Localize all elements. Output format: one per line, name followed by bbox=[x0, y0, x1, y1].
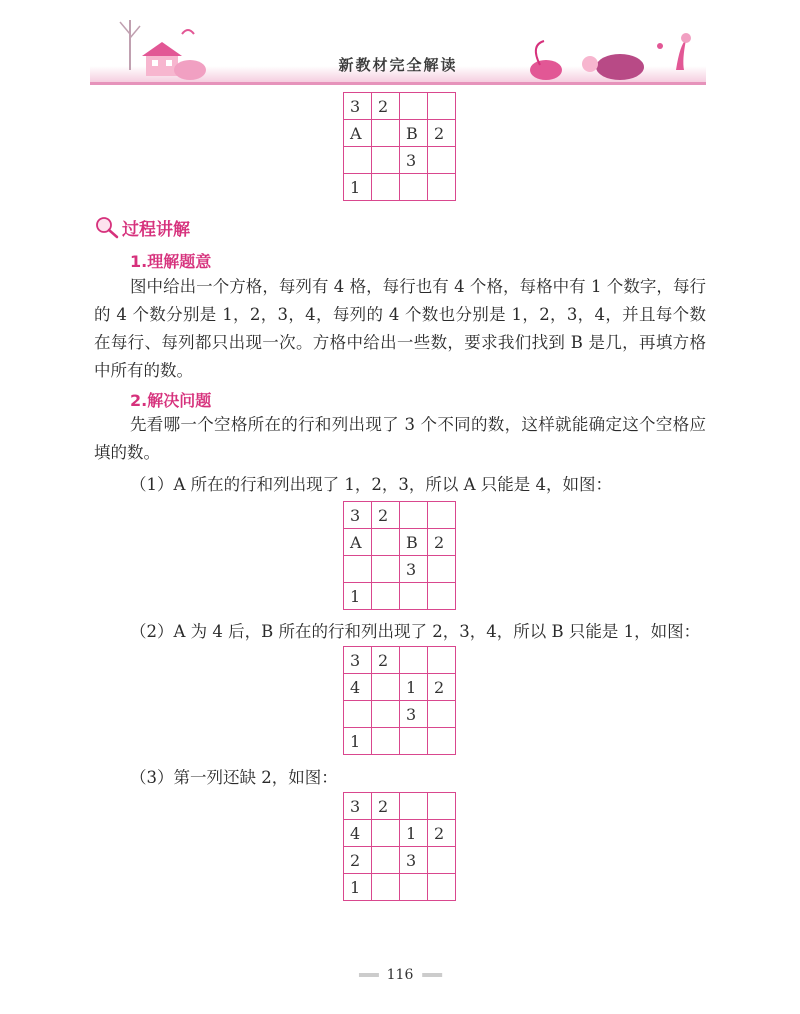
grid-row bbox=[344, 647, 456, 674]
grid-cell: 1 bbox=[344, 174, 372, 201]
grid-row bbox=[344, 874, 456, 901]
grid-cell bbox=[372, 847, 400, 874]
grid-row bbox=[344, 93, 456, 120]
grid-cell: 2 bbox=[428, 529, 456, 556]
grid-cell: 3 bbox=[400, 556, 428, 583]
number-grid bbox=[343, 92, 456, 201]
grid-cell: 2 bbox=[344, 847, 372, 874]
grid-row bbox=[344, 820, 456, 847]
grid-cell bbox=[344, 701, 372, 728]
grid-row bbox=[344, 529, 456, 556]
grid-cell bbox=[428, 93, 456, 120]
grid-cell: 1 bbox=[400, 674, 428, 701]
grid-cell bbox=[428, 174, 456, 201]
grid-cell: 2 bbox=[372, 502, 400, 529]
grid-cell: 1 bbox=[344, 874, 372, 901]
grid-cell bbox=[428, 847, 456, 874]
grid-cell bbox=[372, 701, 400, 728]
subheading-solve: 2.解决问题 bbox=[130, 391, 212, 410]
grid-row bbox=[344, 120, 456, 147]
grid-cell bbox=[400, 793, 428, 820]
grid-cell bbox=[344, 556, 372, 583]
step-3-text: （3）第一列还缺 2，如图： bbox=[130, 768, 338, 787]
page-footer bbox=[0, 967, 800, 983]
magnifier-icon bbox=[94, 215, 120, 239]
grid-cell: 3 bbox=[400, 701, 428, 728]
step-1-text: （1）A 所在的行和列出现了 1，2，3，所以 A 只能是 4，如图： bbox=[130, 475, 613, 494]
grid-cell bbox=[400, 874, 428, 901]
grid-cell bbox=[372, 820, 400, 847]
grid-cell: 2 bbox=[428, 120, 456, 147]
grid-cell bbox=[372, 529, 400, 556]
paragraph-solve: 先看哪一个空格所在的行和列出现了 3 个不同的数，这样就能确定这个空格应填的数。 bbox=[94, 415, 706, 462]
grid-cell: 2 bbox=[428, 820, 456, 847]
grid-cell bbox=[400, 647, 428, 674]
grid-cell bbox=[372, 147, 400, 174]
number-grid bbox=[343, 646, 456, 755]
grid-cell: A bbox=[344, 120, 372, 147]
page-header bbox=[90, 10, 706, 90]
section-heading-text: 过程讲解 bbox=[122, 220, 190, 240]
grid-cell: 2 bbox=[372, 93, 400, 120]
grid-cell bbox=[372, 556, 400, 583]
grid-cell bbox=[372, 874, 400, 901]
grid-row bbox=[344, 674, 456, 701]
grid-row bbox=[344, 847, 456, 874]
grid-cell bbox=[428, 874, 456, 901]
grid-cell: 3 bbox=[344, 647, 372, 674]
grid-cell bbox=[372, 174, 400, 201]
number-grid bbox=[343, 501, 456, 610]
paragraph-understand: 图中给出一个方格，每列有 4 格，每行也有 4 个格，每格中有 1 个数字，每行的 4 个数分别是 1，2，3，4，每列的 4 个数也分别是 1，2，3，4，并且每个数在每行、每列都只出现一次。方格中给出一些数，要求我们找到 B 是几，再填方格中所有的数。 bbox=[94, 277, 706, 380]
grid-cell: 4 bbox=[344, 674, 372, 701]
grid-cell bbox=[372, 583, 400, 610]
grid-cell bbox=[400, 502, 428, 529]
grid-cell: 3 bbox=[344, 793, 372, 820]
grid-cell bbox=[428, 583, 456, 610]
grid-cell: B bbox=[400, 120, 428, 147]
grid-cell: 1 bbox=[344, 583, 372, 610]
header-title: 新教材完全解读 bbox=[338, 56, 458, 74]
grid-cell: 2 bbox=[428, 674, 456, 701]
grid-cell bbox=[400, 728, 428, 755]
header-decoration bbox=[90, 10, 706, 90]
grid-row bbox=[344, 174, 456, 201]
grid-cell: 2 bbox=[372, 647, 400, 674]
grid-cell: 4 bbox=[344, 820, 372, 847]
grid-cell bbox=[428, 147, 456, 174]
footer-dash-icon: ═══ bbox=[359, 968, 378, 982]
grid-cell bbox=[400, 583, 428, 610]
grid-cell bbox=[372, 120, 400, 147]
grid-cell bbox=[400, 93, 428, 120]
grid-row bbox=[344, 583, 456, 610]
footer-dash-icon: ═══ bbox=[422, 968, 441, 982]
grid-cell bbox=[428, 701, 456, 728]
grid-cell: B bbox=[400, 529, 428, 556]
grid-cell: 3 bbox=[344, 502, 372, 529]
grid-row bbox=[344, 701, 456, 728]
grid-cell bbox=[400, 174, 428, 201]
grid-cell bbox=[428, 502, 456, 529]
grid-cell bbox=[428, 793, 456, 820]
grid-cell: 3 bbox=[344, 93, 372, 120]
grid-row bbox=[344, 502, 456, 529]
grid-cell: 3 bbox=[400, 147, 428, 174]
grid-row bbox=[344, 556, 456, 583]
step-2-text: （2）A 为 4 后，B 所在的行和列出现了 2，3，4，所以 B 只能是 1，如图： bbox=[130, 622, 701, 641]
grid-cell: 1 bbox=[344, 728, 372, 755]
grid-cell bbox=[428, 647, 456, 674]
grid-cell: 2 bbox=[372, 793, 400, 820]
grid-row bbox=[344, 793, 456, 820]
grid-cell bbox=[372, 674, 400, 701]
grid-row bbox=[344, 728, 456, 755]
grid-cell: 1 bbox=[400, 820, 428, 847]
number-grid bbox=[343, 792, 456, 901]
grid-cell bbox=[428, 728, 456, 755]
grid-cell bbox=[372, 728, 400, 755]
grid-cell bbox=[344, 147, 372, 174]
grid-cell: A bbox=[344, 529, 372, 556]
subheading-understand: 1.理解题意 bbox=[130, 252, 212, 271]
page-number: 116 bbox=[386, 967, 414, 983]
grid-cell: 3 bbox=[400, 847, 428, 874]
grid-row bbox=[344, 147, 456, 174]
grid-cell bbox=[428, 556, 456, 583]
